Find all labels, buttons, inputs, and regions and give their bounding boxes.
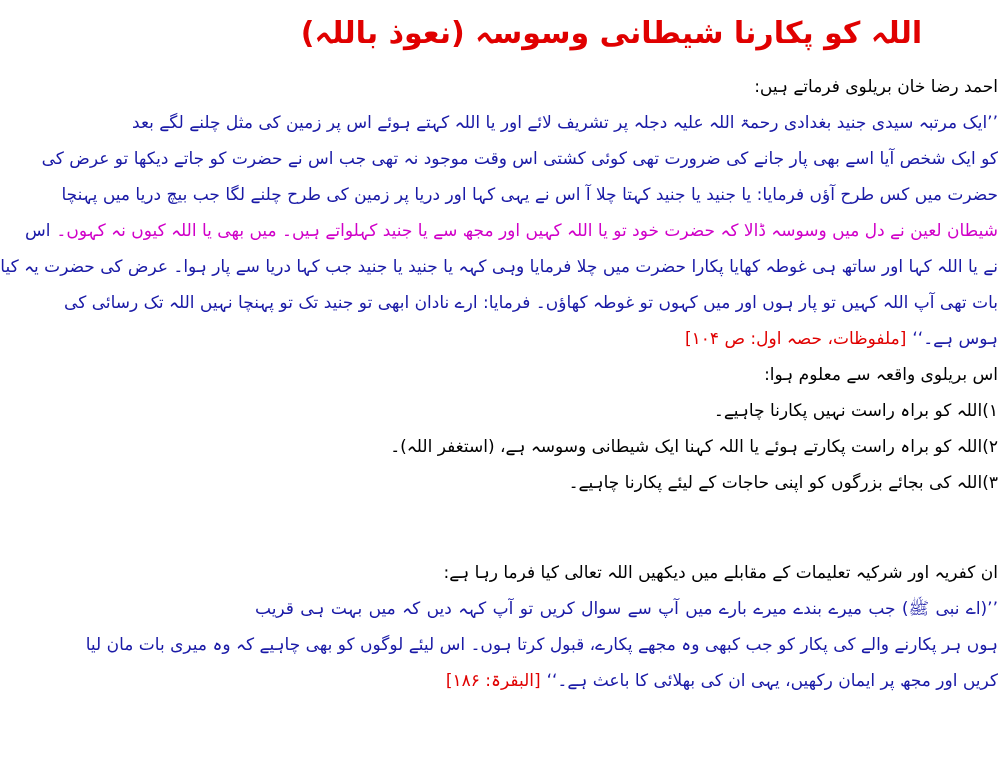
quote1-line-4-end: اس bbox=[24, 221, 51, 241]
intro-text: احمد رضا خان بریلوی فرماتے ہیں: bbox=[754, 77, 998, 97]
quote2-reference: [البقرۃ: ۱۸۶] bbox=[445, 671, 541, 691]
point-text: اللہ کی بجائے بزرگوں کو اپنی حاجات کے لیئے پکارنا چاہیے۔ bbox=[568, 473, 983, 493]
quote1-line-4 bbox=[24, 218, 998, 244]
quote1-line-7 bbox=[255, 326, 998, 352]
quote1-line-6: بات تھی آپ اللہ کہیں تو پار ہوں اور میں کہوں تو غوطہ کھاؤں۔ فرمایا: ارے نادان ابھی تو جنید تک تو پہنچا نہیں اللہ تک رسائی کی bbox=[64, 293, 998, 313]
point-number: ۲) bbox=[982, 437, 998, 457]
shaitan-whisper-text: شیطان لعین نے دل میں وسوسہ ڈالا کہ حضرت خود تو یا اللہ کہیں اور مجھ سے یا جنید کہلواتے ہیں۔ میں بھی یا اللہ کیوں نہ کہوں۔ bbox=[56, 221, 998, 241]
point-text: اللہ کو براہ راست نہیں پکارنا چاہیے۔ bbox=[713, 401, 983, 421]
point-1 bbox=[255, 398, 998, 424]
quote1-closing: ہوس ہے۔‘‘ bbox=[912, 329, 998, 349]
page-title: اللہ کو پکارنا شیطانی وسوسہ (نعوذ باللہ) bbox=[300, 16, 923, 51]
quote1-line-3: حضرت میں کس طرح آؤں فرمایا: یا جنید یا جنید کہتا چلا آ اس نے یہی کہا اور دریا پر زمین کی طرح چلنے لگا جب بیچ دریا میں پہنچا bbox=[61, 185, 998, 205]
quote2-line-1: ’’(اے نبی ﷺ) جب میرے بندے میرے بارے میں آپ سے سوال کریں تو آپ کہہ دیں کہ میں بہت ہی قریب bbox=[255, 599, 998, 619]
quote1-reference: [ملفوظات، حصہ اول: ص ۱۰۴] bbox=[685, 329, 907, 349]
point-3 bbox=[255, 470, 998, 496]
point-number: ۱) bbox=[982, 401, 998, 421]
contrast-heading: ان کفریہ اور شرکیہ تعلیمات کے مقابلے میں دیکھیں اللہ تعالی کیا فرما رہا ہے: bbox=[443, 563, 998, 583]
lesson-heading: اس بریلوی واقعہ سے معلوم ہوا: bbox=[764, 365, 998, 385]
quote2-closing: کریں اور مجھ پر ایمان رکھیں، یہی ان کی بھلائی کا باعث ہے۔‘‘ bbox=[546, 671, 998, 691]
quote1-line-5: نے یا اللہ کہا اور ساتھ ہی غوطہ کھایا پکارا حضرت میں چلا فرمایا وہی کہہ یا جنید یا جنید جب کہا دریا سے پار ہوا۔ عرض کی حضرت یہ کیا bbox=[0, 257, 998, 277]
quote1-line-1: ’’ایک مرتبہ سیدی جنید بغدادی رحمۃ اللہ علیہ دجلہ پر تشریف لائے اور یا اللہ کہتے ہوئے اس پر زمین کی مثل چلنے لگے بعد bbox=[132, 113, 998, 133]
quote2-line-3 bbox=[255, 668, 998, 694]
point-2 bbox=[255, 434, 998, 460]
quote1-line-2: کو ایک شخص آیا اسے بھی پار جانے کی ضرورت تھی کوئی کشتی اس وقت موجود نہ تھی جب اس نے حضرت کو جاتے دیکھا تو عرض کی bbox=[41, 149, 998, 169]
point-text: اللہ کو براہ راست پکارتے ہوئے یا اللہ کہنا ایک شیطانی وسوسہ ہے، (استغفر اللہ)۔ bbox=[390, 437, 983, 457]
point-number: ۳) bbox=[982, 473, 998, 493]
quote2-line-2: ہوں ہر پکارنے والے کی پکار کو جب کبھی وہ مجھے پکارے، قبول کرتا ہوں۔ اس لیئے لوگوں کو بھی چاہیے کہ وہ میری بات مان لیا bbox=[85, 635, 998, 655]
